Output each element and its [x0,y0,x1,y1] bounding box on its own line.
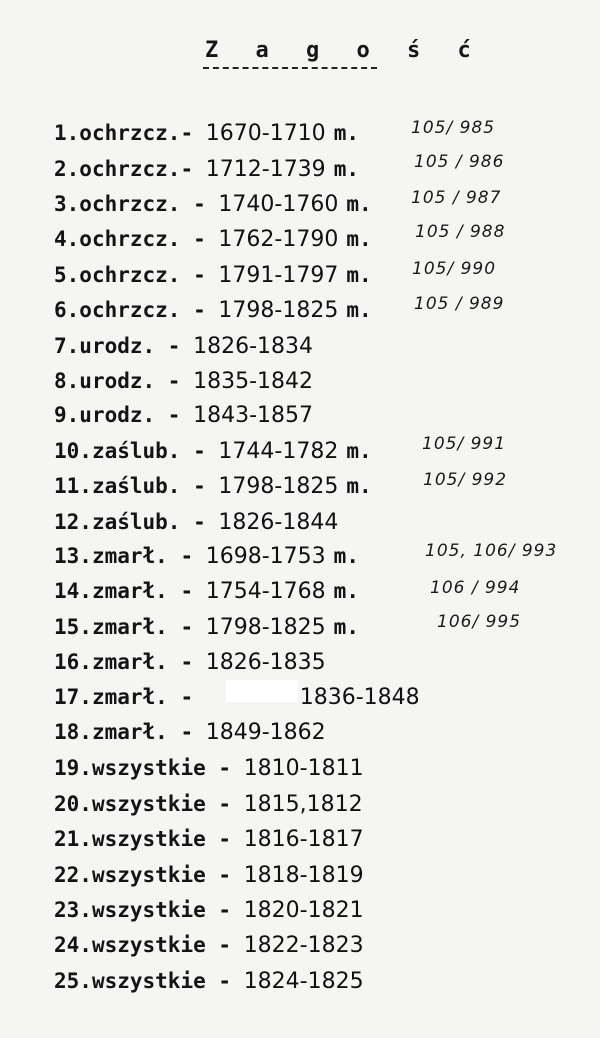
entry-date-range: 1826-1834 [193,334,314,359]
handwritten-note: 105 / 987 [411,188,502,208]
entry-date-range: 1762-1790 [218,227,339,252]
entry-number: 5. [54,263,80,287]
entry-separator: - [167,650,194,674]
entry-date-range: 1798-1825 [205,615,326,640]
list-item [54,262,372,289]
list-item [54,120,359,147]
entry-number: 12. [54,510,92,534]
entry-date-range: 1820-1821 [243,898,364,923]
entry-date-range: 1816-1817 [243,827,364,852]
entry-suffix: m. [333,121,359,145]
entry-label: zmarł. [91,544,168,568]
list-item [54,368,313,395]
entry-label: wszystkie [91,969,206,993]
entry-suffix: m. [333,544,359,568]
entry-number: 23. [54,898,92,922]
handwritten-note: 105/ 990 [412,259,497,279]
entry-label: ochrzcz. [79,263,181,287]
entry-date-range: 1818-1819 [243,863,364,888]
entry-label: ochrzcz. [79,227,181,251]
list-item [54,578,359,605]
entry-number: 11. [54,474,92,498]
entry-date-range: 1754-1768 [205,579,326,604]
entry-suffix: m. [346,439,372,463]
entry-label: wszystkie [91,792,206,816]
entry-separator: - [167,720,194,744]
handwritten-note: 105/ 992 [423,470,508,490]
entry-label: ochrzcz. [79,121,181,145]
entry-number: 22. [54,863,92,887]
entry-date-range: 1826-1844 [218,510,339,535]
entry-number: 9. [54,403,80,427]
entry-number: 4. [54,227,80,251]
entry-separator: - [205,933,232,957]
entry-date-range: 1824-1825 [243,969,364,994]
entry-label: wszystkie [91,933,206,957]
list-item [54,473,372,500]
entry-separator: - [180,474,206,498]
entry-separator: - [205,827,232,851]
entry-separator: - [155,334,181,358]
entry-label: zmarł. [91,685,168,709]
entry-number: 15. [54,615,92,639]
entry-separator: - [180,227,206,251]
entry-separator: - [205,863,232,887]
entry-number: 10. [54,439,92,463]
entry-separator: - [180,510,206,534]
entry-label: urodz. [79,334,156,358]
entry-label: wszystkie [91,756,206,780]
list-item [54,755,364,782]
entry-date-range: 1810-1811 [243,756,364,781]
entry-number: 6. [54,298,80,322]
entry-separator: - [167,579,194,603]
entry-separator: - [155,403,181,427]
entry-number: 3. [54,192,80,216]
entry-label: ochrzcz. [79,298,181,322]
entry-date-range: 1822-1823 [243,933,364,958]
entry-date-range: 1791-1797 [218,263,339,288]
entry-suffix: m. [333,157,359,181]
entry-separator: - [180,263,206,287]
list-item [54,719,326,746]
entry-date-range: 1843-1857 [193,403,314,428]
handwritten-note: 105 / 988 [415,222,506,242]
list-item [54,156,359,183]
entry-date-range: 1798-1825 [218,298,339,323]
entry-label: urodz. [79,369,156,393]
entry-date-range: 1712-1739 [205,157,326,182]
entry-separator: - [167,615,194,639]
list-item [54,297,372,324]
entry-label: zmarł. [91,615,168,639]
entry-number: 8. [54,369,80,393]
entry-date-range: 1835-1842 [193,369,314,394]
entry-number: 25. [54,969,92,993]
list-item [54,826,364,853]
handwritten-note: 105 / 986 [414,152,505,172]
entry-date-range: 1740-1760 [218,192,339,217]
entry-number: 16. [54,650,92,674]
entry-separator: - [180,157,194,181]
entry-separator: - [205,898,232,922]
entry-date-range: 1815,1812 [243,792,363,817]
entry-number: 7. [54,334,80,358]
entry-label: ochrzcz. [79,157,181,181]
entry-separator: - [180,121,194,145]
entry-label: zmarł. [91,579,168,603]
entry-number: 20. [54,792,92,816]
entry-suffix: m. [346,474,372,498]
list-item [54,402,313,429]
entry-number: 2. [54,157,80,181]
entry-number: 17. [54,685,92,709]
list-item [54,649,326,676]
entry-label: urodz. [79,403,156,427]
entry-label: zaślub. [91,439,181,463]
entry-date-range: 1698-1753 [205,544,326,569]
list-item [54,333,313,360]
entry-suffix: m. [333,579,359,603]
entry-suffix: m. [346,192,372,216]
entry-label: zaślub. [91,510,181,534]
list-item [54,968,364,995]
entry-date-range: 1849-1862 [205,720,326,745]
entry-label: wszystkie [91,863,206,887]
entry-suffix: m. [346,298,372,322]
list-item [54,438,372,465]
entry-label: wszystkie [91,898,206,922]
entry-date-range: 1836-1848 [299,685,420,710]
entry-separator: - [180,192,206,216]
entry-number: 21. [54,827,92,851]
entry-separator: - [180,439,206,463]
entry-label: zmarł. [91,650,168,674]
list-item [54,897,364,924]
list-item [54,509,338,536]
redacted-area [226,680,298,702]
handwritten-note: 105, 106/ 993 [425,541,558,561]
entry-separator: - [205,969,232,993]
handwritten-note: 106/ 995 [437,612,522,632]
entry-date-range: 1670-1710 [205,121,326,146]
entry-suffix: m. [333,615,359,639]
title-underline [203,67,377,69]
entry-date-range: 1826-1835 [205,650,326,675]
entry-number: 14. [54,579,92,603]
list-item [54,932,364,959]
entry-number: 19. [54,756,92,780]
entry-date-range: 1798-1825 [218,474,339,499]
handwritten-note: 105/ 985 [411,118,496,138]
entry-label: ochrzcz. [79,192,181,216]
entry-number: 13. [54,544,92,568]
entry-label: zaślub. [91,474,181,498]
handwritten-note: 106 / 994 [430,578,521,598]
entry-label: zmarł. [91,720,168,744]
entry-suffix: m. [346,227,372,251]
entry-separator: - [167,685,194,709]
entry-number: 24. [54,933,92,957]
entry-suffix: m. [346,263,372,287]
entry-date-range: 1744-1782 [218,439,339,464]
handwritten-note: 105/ 991 [422,434,507,454]
entry-number: 1. [54,121,80,145]
entry-separator: - [155,369,181,393]
list-item [54,191,372,218]
list-item [54,862,364,889]
list-item [54,226,372,253]
page-title: Z a g o ś ć [205,38,483,63]
entry-number: 18. [54,720,92,744]
list-item [54,543,359,570]
list-item [54,614,359,641]
list-item [54,791,363,818]
entry-label: wszystkie [91,827,206,851]
handwritten-note: 105 / 989 [414,294,505,314]
entry-separator: - [205,756,232,780]
entry-separator: - [205,792,232,816]
entry-separator: - [167,544,194,568]
entry-separator: - [180,298,206,322]
